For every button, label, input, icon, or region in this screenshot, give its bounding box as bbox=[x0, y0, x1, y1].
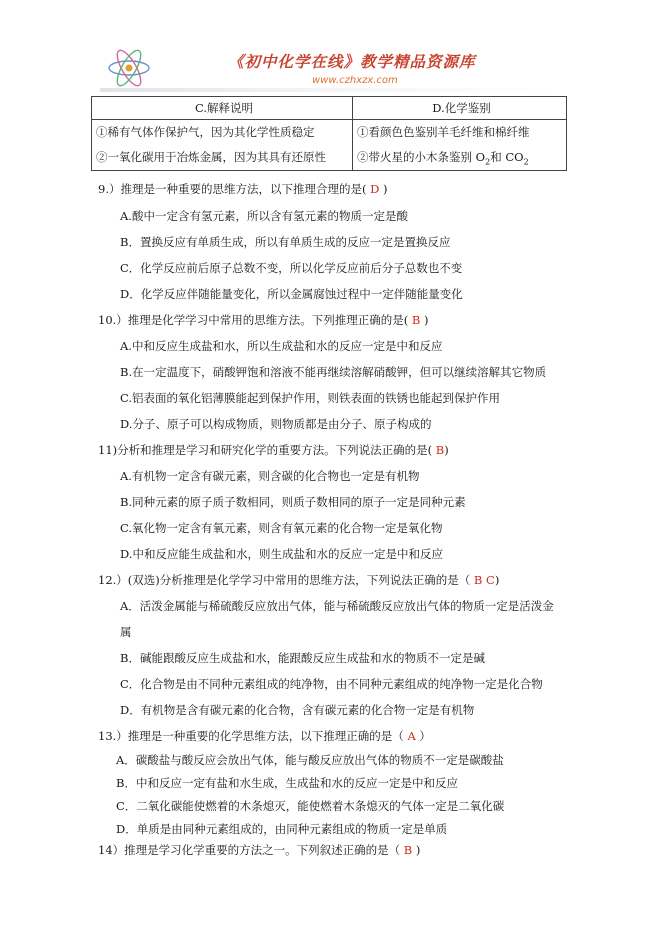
subscript: 2 bbox=[523, 157, 529, 167]
option-line: D．有机物是含有碳元素的化合物，含有碳元素的化合物一定是有机物 bbox=[120, 703, 475, 717]
answer-table bbox=[91, 96, 567, 171]
answer-mark: B bbox=[400, 843, 416, 857]
table-cell-c bbox=[92, 120, 353, 171]
table-cell-d bbox=[353, 120, 567, 171]
text-run: 和 CO bbox=[490, 150, 524, 164]
question-12-stem bbox=[98, 573, 499, 587]
stem-close: ) bbox=[444, 443, 449, 457]
stem-text: 13.）推理是一种重要的化学思维方法，以下推理正确的是（ bbox=[98, 729, 404, 743]
table-header-d: D.化学鉴别 bbox=[353, 97, 567, 120]
stem-close: ) bbox=[424, 313, 429, 327]
text-run: ②带火星的小木条鉴别 O bbox=[357, 150, 486, 164]
option-line: A.中和反应生成盐和水，所以生成盐和水的反应一定是中和反应 bbox=[120, 339, 443, 353]
option-line: B．碱能跟酸反应生成盐和水，能跟酸反应生成盐和水的物质不一定是碱 bbox=[120, 651, 485, 665]
stem-text: 14）推理是学习化学重要的方法之一。下列叙述正确的是（ bbox=[98, 843, 401, 857]
answer-mark: D bbox=[366, 182, 383, 196]
option-line: C.铝表面的氧化铝薄膜能起到保护作用，则铁表面的铁锈也能起到保护作用 bbox=[120, 391, 501, 405]
option-line: B.在一定温度下，硝酸钾饱和溶液不能再继续溶解硝酸钾，但可以继续溶解其它物质 bbox=[120, 365, 547, 379]
option-line: B.同种元素的原子质子数相同，则质子数相同的原子一定是同种元素 bbox=[120, 495, 466, 509]
stem-close: ） bbox=[419, 729, 431, 743]
option-line: C.氧化物一定含有氧元素，则含有氧元素的化合物一定是氧化物 bbox=[120, 521, 443, 535]
stem-close: ) bbox=[383, 182, 388, 196]
stem-text: 11)分析和推理是学习和研究化学的重要方法。下列说法正确的是( bbox=[98, 443, 433, 457]
option-line: A．碳酸盐与酸反应会放出气体，能与酸反应放出气体的物质不一定是碳酸盐 bbox=[116, 753, 504, 767]
table-header-c: C.解释说明 bbox=[92, 97, 353, 120]
option-line: 属 bbox=[120, 625, 132, 639]
option-line: A.有机物一定含有碳元素，则含碳的化合物也一定是有机物 bbox=[120, 469, 420, 483]
table-cell-line: ①看颜色色鉴别羊毛纤维和棉纤维 bbox=[357, 125, 530, 139]
option-line: B．置换反应有单质生成，所以有单质生成的反应一定是置换反应 bbox=[120, 235, 451, 249]
atom-logo-icon bbox=[104, 46, 154, 90]
subscript: 2 bbox=[485, 157, 491, 167]
question-11-stem bbox=[98, 443, 449, 457]
banner-url: www.czhxzx.com bbox=[312, 75, 398, 86]
option-line: B．中和反应一定有盐和水生成，生成盐和水的反应一定是中和反应 bbox=[116, 776, 458, 790]
answer-mark: A bbox=[403, 729, 420, 743]
question-9-stem bbox=[98, 182, 388, 196]
answer-mark: B bbox=[432, 443, 445, 457]
stem-close: ) bbox=[494, 573, 500, 587]
stem-text: 10.）推理是化学学习中常用的思维方法。下列推理正确的是( bbox=[98, 313, 409, 327]
banner-divider bbox=[100, 88, 560, 92]
option-line: D．化学反应伴随能量变化，所以金属腐蚀过程中一定伴随能量变化 bbox=[120, 287, 463, 301]
table-cell-line: ①稀有气体作保护气，因为其化学性质稳定 bbox=[96, 125, 315, 139]
table-body-row bbox=[92, 120, 567, 171]
stem-text: 9.）推理是一种重要的思维方法，以下推理合理的是( bbox=[98, 182, 367, 196]
question-14-stem bbox=[98, 843, 420, 857]
option-line: D．单质是由同种元素组成的，由同种元素组成的物质一定是单质 bbox=[116, 822, 448, 836]
option-line: A．活泼金属能与稀硫酸反应放出气体，能与稀硫酸反应放出气体的物质一定是活泼金 bbox=[120, 599, 554, 613]
table-cell-line bbox=[357, 145, 566, 170]
header-banner bbox=[100, 42, 560, 94]
banner-title: 《初中化学在线》教学精品资源库 bbox=[228, 52, 476, 71]
stem-close: ) bbox=[415, 843, 421, 857]
option-line: A.酸中一定含有氢元素，所以含有氢元素的物质一定是酸 bbox=[120, 209, 408, 223]
option-line: C．二氧化碳能使燃着的木条熄灭，能使燃着木条熄灭的气体一定是二氧化碳 bbox=[116, 799, 505, 813]
answer-mark: B bbox=[408, 313, 425, 327]
question-10-stem bbox=[98, 313, 429, 327]
table-cell-line: ②一氧化碳用于冶炼金属，因为其具有还原性 bbox=[96, 150, 326, 164]
table-header-row bbox=[92, 97, 567, 120]
option-line: C．化合物是由不同种元素组成的纯净物，由不同种元素组成的纯净物一定是化合物 bbox=[120, 677, 543, 691]
option-line: D.中和反应能生成盐和水，则生成盐和水的反应一定是中和反应 bbox=[120, 547, 443, 561]
option-line: C．化学反应前后原子总数不变，所以化学反应前后分子总数也不变 bbox=[120, 261, 463, 275]
question-13-stem bbox=[98, 729, 431, 743]
option-line: D.分子、原子可以构成物质，则物质都是由分子、原子构成的 bbox=[120, 417, 432, 431]
answer-mark: B C bbox=[470, 573, 495, 587]
stem-text: 12.）(双选)分析推理是化学学习中常用的思维方法，下列说法正确的是（ bbox=[98, 573, 471, 587]
